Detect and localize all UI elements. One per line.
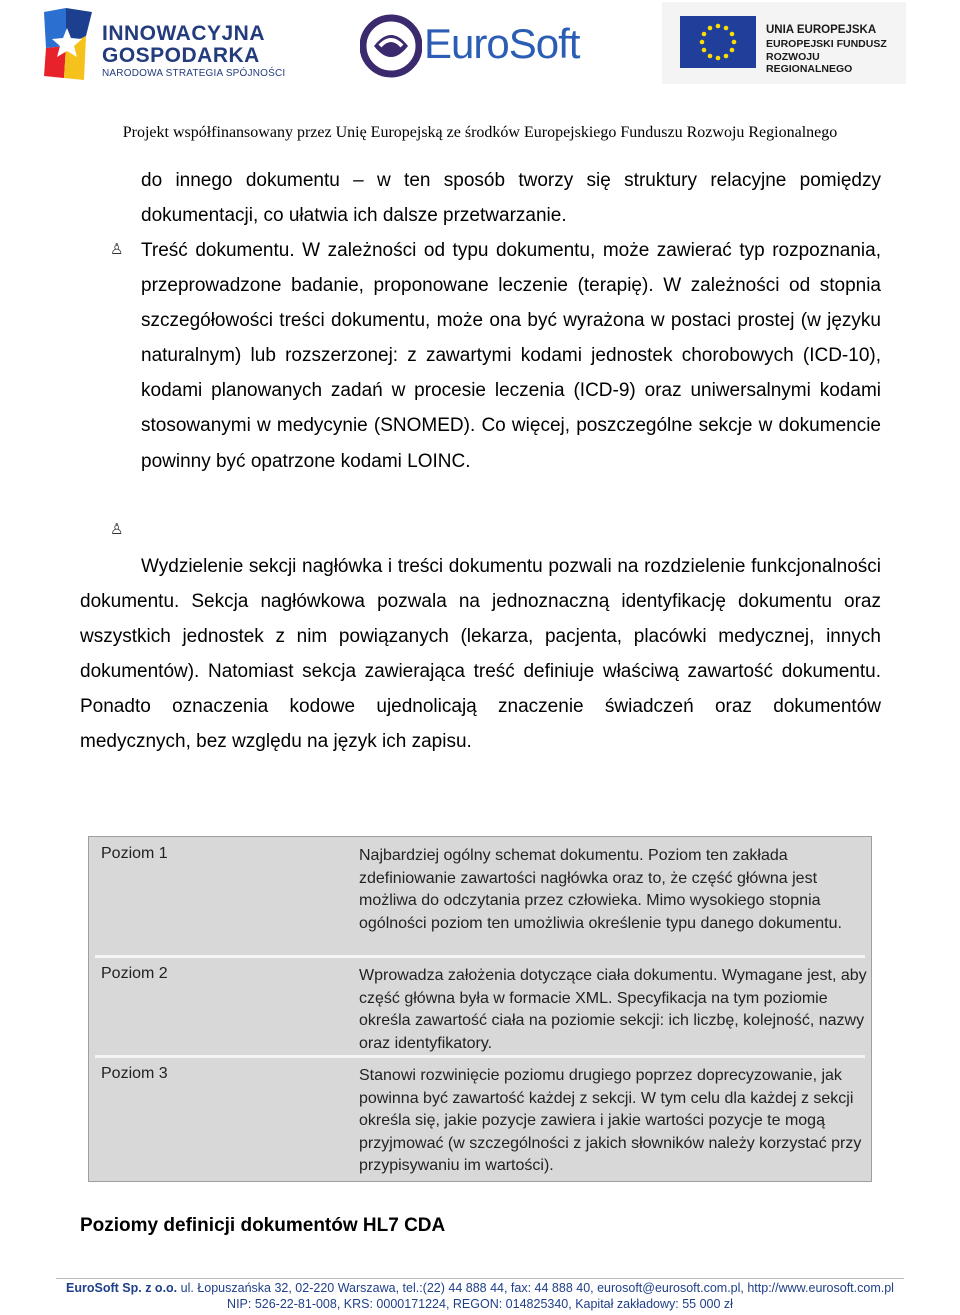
logo-right-line2: EUROPEJSKI FUNDUSZ xyxy=(766,38,887,50)
table-row xyxy=(95,1061,865,1175)
continuation-paragraph: do innego dokumentu – w ten sposób tworzy się struktury relacyjne pomiędzy dokumentacji, co ułatwia ich dalsze przetwarzanie. xyxy=(141,170,881,227)
level-name: Poziom 3 xyxy=(101,1065,168,1082)
level-description: Stanowi rozwinięcie poziomu drugiego poprzez doprecyzowanie, jak powinna być zawartość każdej z sekcji. W tym celu dla każdej z sekcji określa się, jakie pozycje zawiera i jakie wartości pozycje te mogą przyjmować (w szczególności z jakich słowników należy korzystać przy przypisywaniu im wartości). xyxy=(359,1067,862,1175)
eurosoft-logo xyxy=(360,14,600,78)
innowacyjna-gospodarka-logo xyxy=(36,4,286,82)
row-divider xyxy=(95,955,865,958)
cda-levels-table xyxy=(88,836,872,1182)
logo-right-line1: UNIA EUROPEJSKA xyxy=(766,24,877,36)
row-divider xyxy=(95,1055,865,1058)
summary-paragraph: Wydzielenie sekcji nagłówka i treści dokumentu pozwali na rozdzielenie funkcjonalności dokumentu. Sekcja nagłówkowa pozwala na jednoznaczną identyfikację dokumentu oraz wszystkich jednostek z nim powiązanych (lekarza, pacjenta, placówki medycznej, innych dokumentów). Natomiast sekcja zawierająca treść definiuje właściwą zawartość dokumentu. Ponadto oznaczenia kodowe ujednolicają znaczenie świadczeń oraz dokumentów medycznych, bez względu na język ich zapisu. xyxy=(80,556,881,753)
table-row xyxy=(95,961,865,1053)
eurosoft-wordmark: EuroSoft xyxy=(424,20,580,67)
table-caption: Poziomy definicji dokumentów HL7 CDA xyxy=(80,1215,446,1236)
table-row xyxy=(95,841,865,953)
logo-right-line3: ROZWOJU REGIONALNEGO xyxy=(766,51,853,75)
bullet-icon-empty: ♙ xyxy=(110,520,124,538)
footer-address: ul. Łopuszańska 32, 02-220 Warszawa, tel.:(22) 44 888 44, fax: 44 888 40, eurosoft@eurosoft.com.pl, http://www.eurosoft.com.pl xyxy=(180,1281,894,1295)
project-cofinancing-line: Projekt współfinansowany przez Unię Europejską ze środków Europejskiego Funduszu Rozwoju Regionalnego xyxy=(122,124,838,141)
level-description: Najbardziej ogólny schemat dokumentu. Poziom ten zakłada zdefiniowanie zawartości nagłówka oraz to, że część główna jest możliwa do odczytania przez człowieka. Mimo wysokiego stopnia ogólności poziom ten umożliwia określenie typu danego dokumentu. xyxy=(359,847,842,932)
innowacyjna-star-icon xyxy=(36,6,98,82)
logo-left-line1: INNOWACYJNA xyxy=(102,22,266,45)
level-name: Poziom 1 xyxy=(101,845,168,862)
bullet-item-tresc: Treść dokumentu. W zależności od typu dokumentu, może zawierać typ rozpoznania, przeprowadzone badanie, proponowane leczenie (terapię). W zależności od stopnia szczegółowości treści dokumentu, może ona być wyrażona w postaci prostej (w języku naturalnym) lub rozszerzonej: z zawartymi kodami jednostek chorobowych (ICD-10), kodami planowanych zadań w procesie leczenia (ICD-9) oraz uniwersalnymi kodami stosowanymi w medycynie (SNOMED). Co więcej, poszczególne sekcje w dokumencie powinny być opatrzone kodami LOINC. xyxy=(141,240,881,472)
footer-company: EuroSoft Sp. z o.o. xyxy=(66,1281,178,1295)
eurosoft-swirl-icon xyxy=(360,14,422,78)
bullet-icon: ♙ xyxy=(110,240,124,258)
footer-registry-line: NIP: 526-22-81-008, KRS: 0000171224, REGON: 014825340, Kapitał zakładowy: 55 000 zł xyxy=(227,1297,733,1311)
eu-flag-icon xyxy=(680,16,756,68)
level-description: Wprowadza założenia dotyczące ciała dokumentu. Wymagane jest, aby część główna była w formacie XML. Specyfikacja na tym poziomie określa zawartość ciała na poziomie sekcji: ich liczbę, kolejność, nazwy oraz identyfikatory. xyxy=(359,967,867,1052)
unia-europejska-logo xyxy=(662,2,906,84)
level-name: Poziom 2 xyxy=(101,965,168,982)
footer-divider xyxy=(56,1278,904,1279)
footer-address-line xyxy=(0,1281,960,1295)
logo-left-line3: NARODOWA STRATEGIA SPÓJNOŚCI xyxy=(102,68,286,79)
logo-left-line2: GOSPODARKA xyxy=(102,44,260,67)
